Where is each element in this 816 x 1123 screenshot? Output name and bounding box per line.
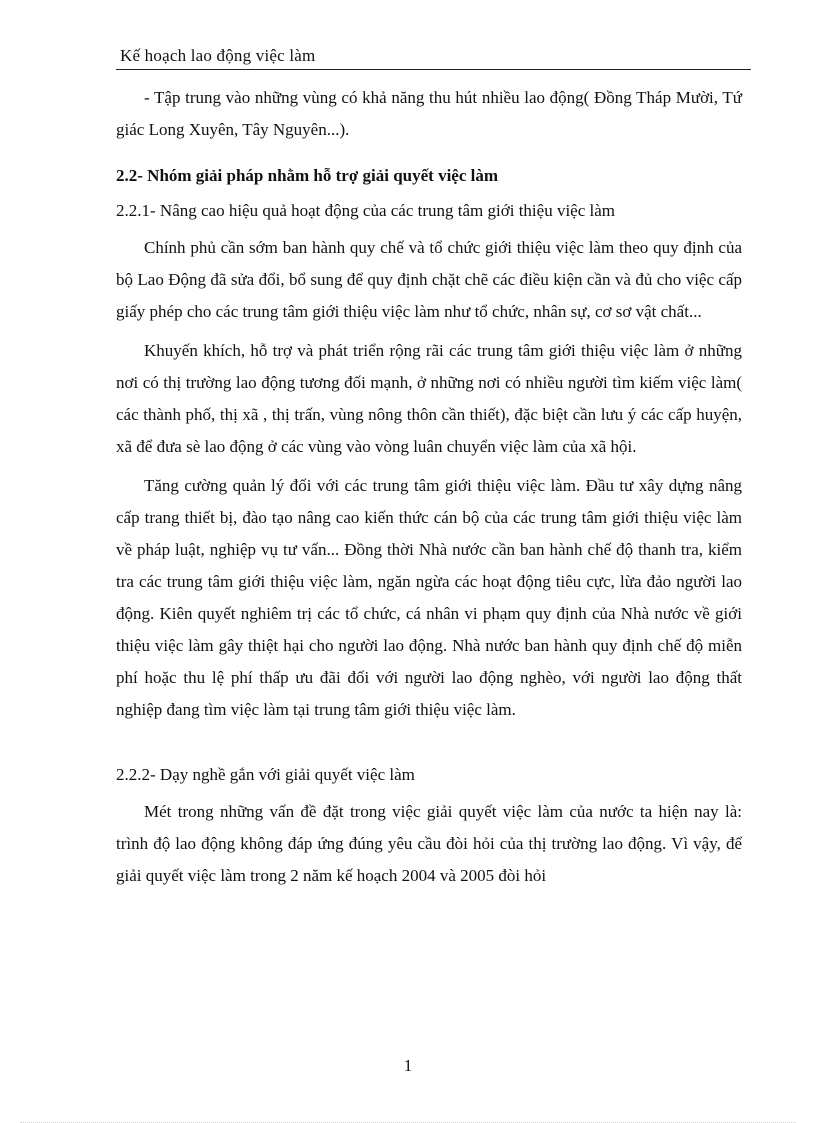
section-2-2-1-heading: 2.2.1- Nâng cao hiệu quả hoạt động của các trung tâm giới thiệu việc làm <box>116 201 615 220</box>
header-rule <box>116 69 751 70</box>
section-spacer <box>116 733 742 759</box>
page-number: 1 <box>403 1056 413 1075</box>
intro-bullet-paragraph: - Tập trung vào những vùng có khả năng thu hút nhiều lao động( Đồng Tháp Mười, Tứ giác Long Xuyên, Tây Nguyên...). <box>116 88 742 139</box>
section-2-2-2-heading: 2.2.2- Dạy nghề gắn với giải quyết việc làm <box>116 765 415 784</box>
page-body <box>116 82 742 892</box>
paragraph-4: Mét trong những vấn đề đặt trong việc giải quyết việc làm của nước ta hiện nay là: trình độ lao động không đáp ứng đúng yêu cầu đòi hỏi của thị trường lao động. Vì vậy, để giải quyết việc làm trong 2 năm kế hoạch 2004 và 2005 đòi hỏi <box>116 802 742 885</box>
paragraph-2: Khuyến khích, hỗ trợ và phát triển rộng rãi các trung tâm giới thiệu việc làm ở những nơi có thị trường lao động tương đối mạnh, ở những nơi có nhiều người tìm kiếm việc làm( các thành phố, thị xã , thị trấn, vùng nông thôn cần thiết), đặc biệt cần lưu ý các cấp huyện, xã để đưa sè lao động ở các vùng vào vòng luân chuyển việc làm của xã hội. <box>116 341 742 456</box>
section-2-2-heading: 2.2- Nhóm giải pháp nhằm hỗ trợ giải quyết việc làm <box>116 166 499 185</box>
paragraph-3: Tăng cường quản lý đối với các trung tâm giới thiệu việc làm. Đầu tư xây dựng nâng cấp trang thiết bị, đào tạo nâng cao kiến thức cán bộ của các trung tâm giới thiệu việc làm về pháp luật, nghiệp vụ tư vấn... Đồng thời Nhà nước cần ban hành chế độ thanh tra, kiểm tra các trung tâm giới thiệu việc làm, ngăn ngừa các hoạt động tiêu cực, lừa đảo người lao động. Kiên quyết nghiêm trị các tổ chức, cá nhân vi phạm quy định của Nhà nước về giới thiệu việc làm gây thiệt hại cho người lao động. Nhà nước ban hành quy định chế độ miễn phí hoặc thu lệ phí thấp ưu đãi đối với người lao động nghèo, với người lao động thất nghiệp đang tìm việc làm tại trung tâm giới thiệu việc làm. <box>116 476 742 719</box>
running-header-title: Kế hoạch lao động việc làm <box>120 46 316 65</box>
paragraph-1: Chính phủ cần sớm ban hành quy chế và tổ chức giới thiệu việc làm theo quy định của bộ Lao Động đã sửa đổi, bổ sung để quy định chặt chẽ các điều kiện cần và đủ cho việc cấp giấy phép cho các trung tâm giới thiệu việc làm như tổ chức, nhân sự, cơ sơ vật chất... <box>116 238 742 321</box>
